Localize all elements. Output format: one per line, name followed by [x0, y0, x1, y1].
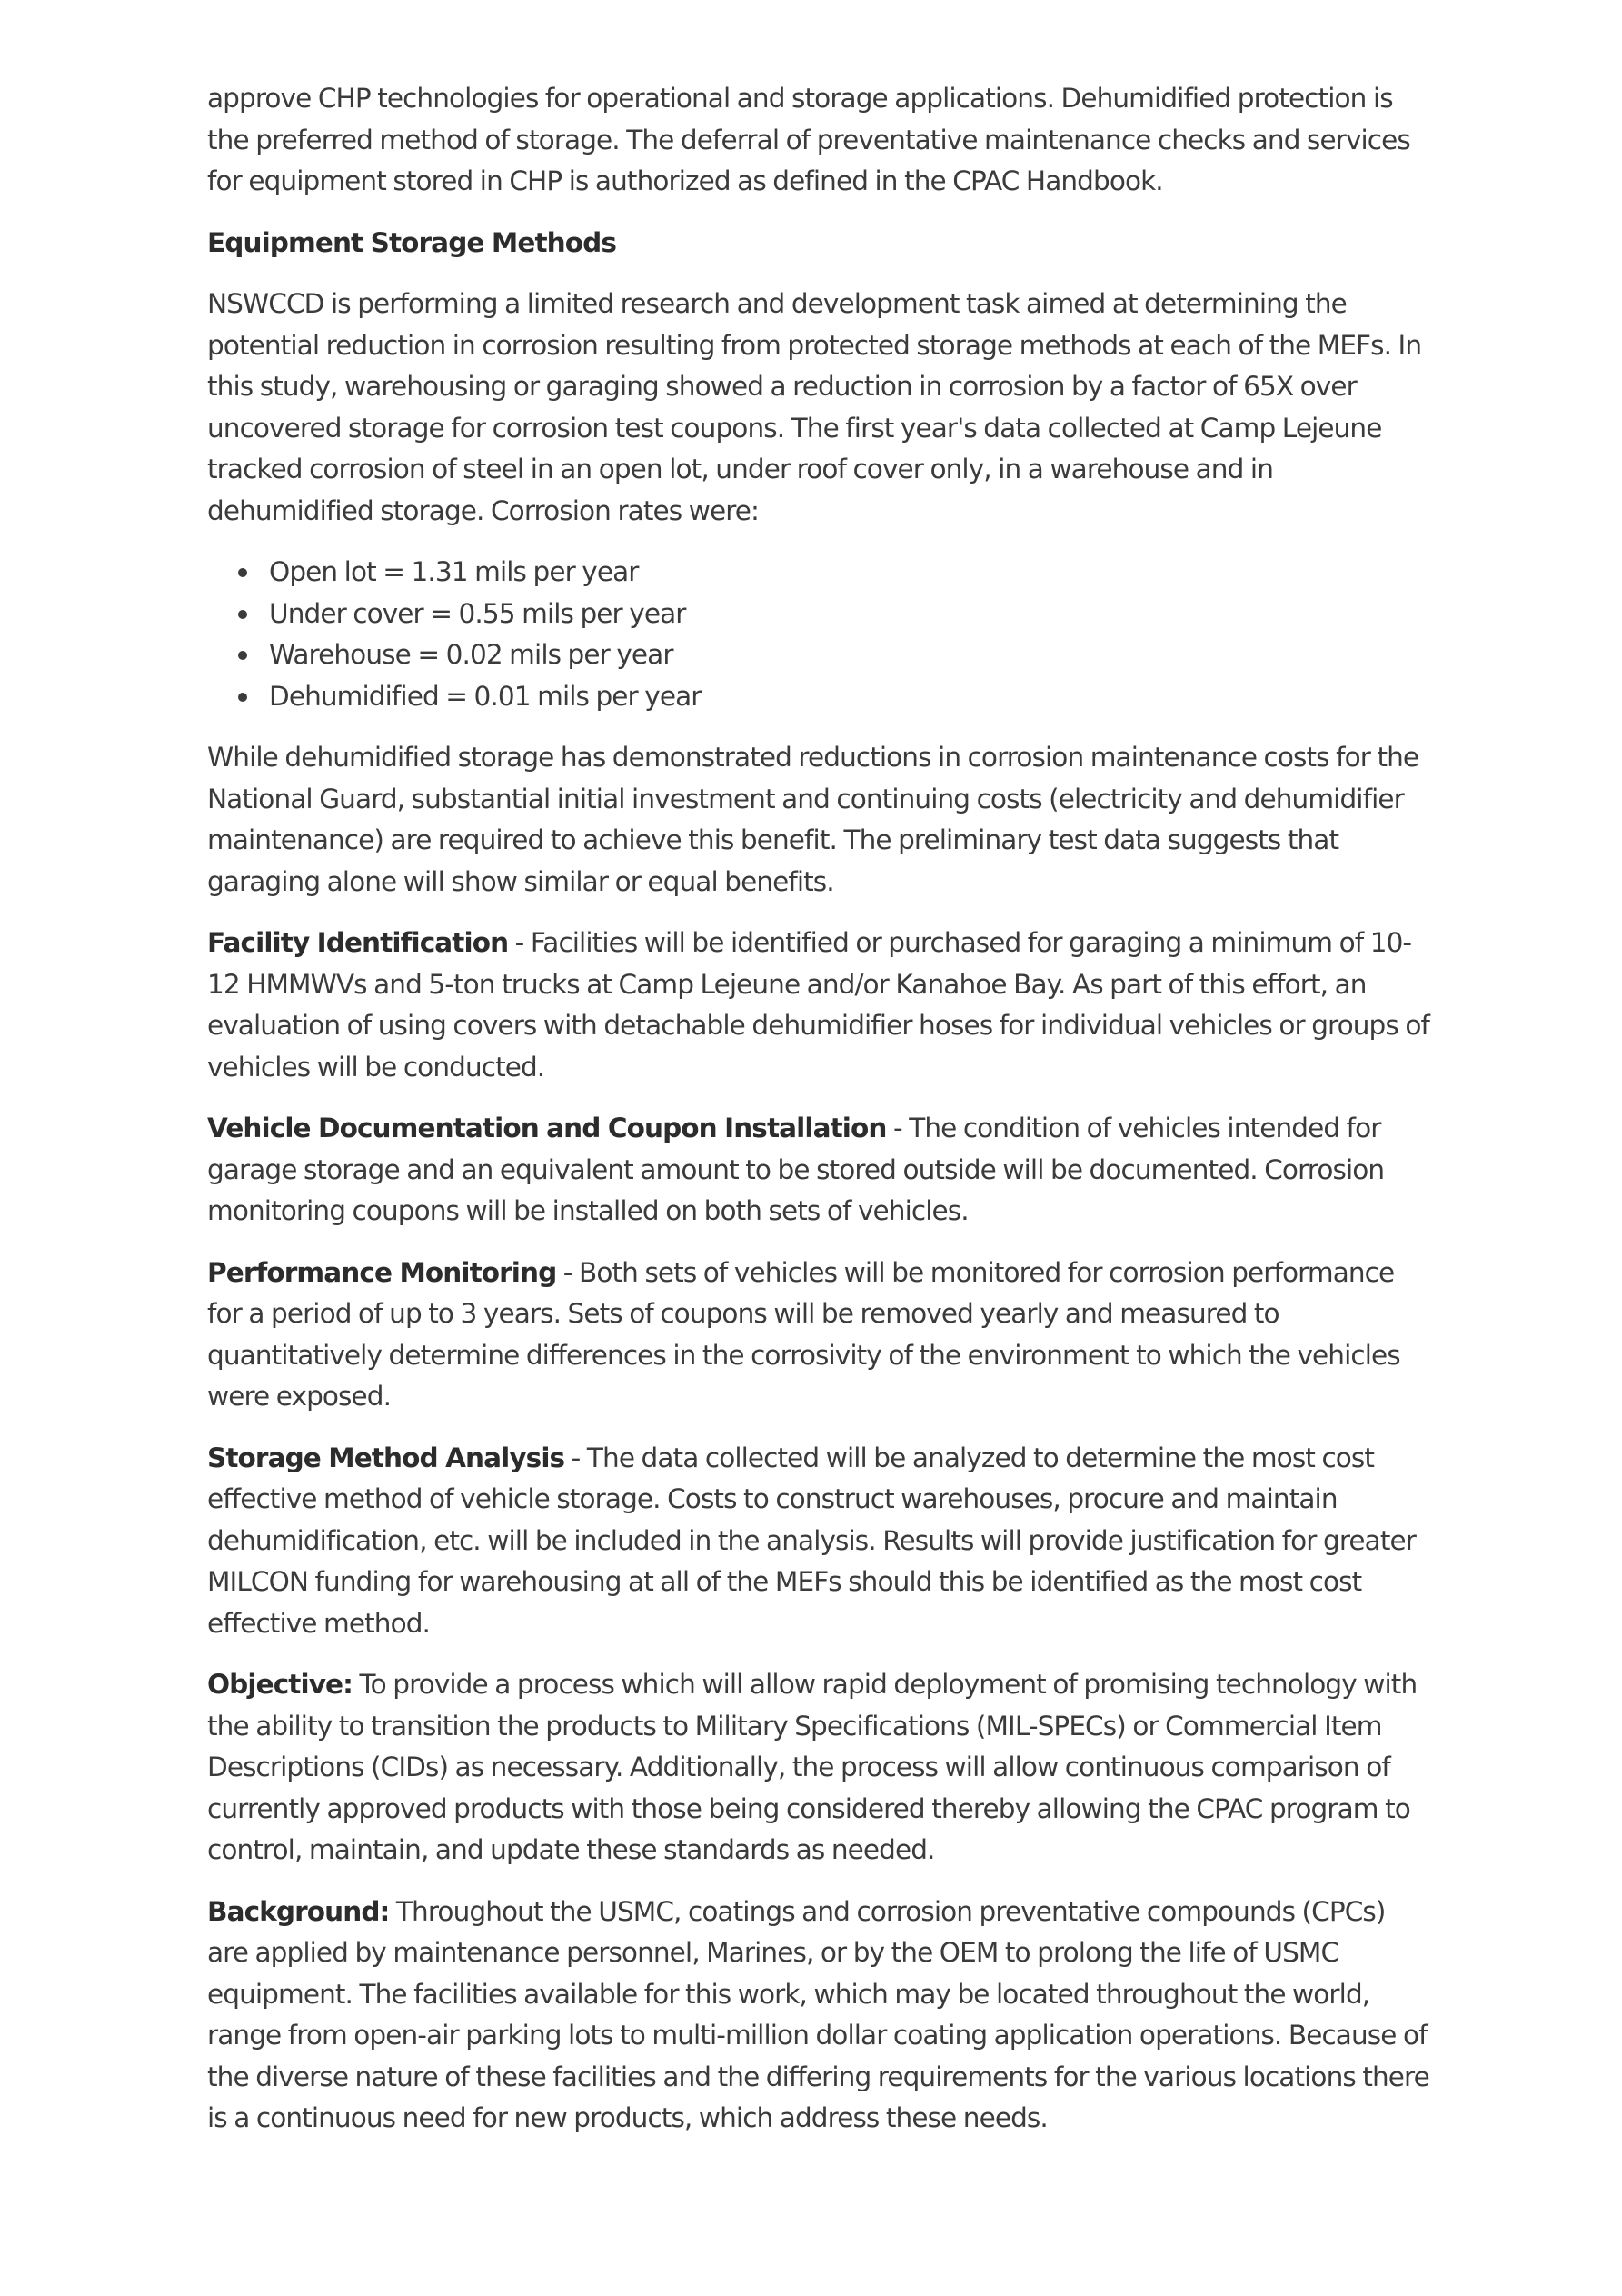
list-item: Under cover = 0.55 mils per year: [269, 594, 1429, 635]
list-item: Warehouse = 0.02 mils per year: [269, 634, 1429, 676]
task-label: Performance Monitoring: [207, 1256, 557, 1288]
list-item: Dehumidified = 0.01 mils per year: [269, 676, 1429, 718]
objective-label: Objective:: [207, 1669, 353, 1700]
objective-paragraph: [207, 1664, 1429, 1872]
list-item: Open lot = 1.31 mils per year: [269, 552, 1429, 594]
dehumidified-storage-paragraph: While dehumidified storage has demonstrated reductions in corrosion maintenance costs for the National Guard, substantial initial investment and continuing costs (electricity and dehumidifier maintenance) are required to achieve this benefit. The preliminary test data suggests that garaging alone will show similar or equal benefits.: [207, 742, 1419, 897]
task-label: Vehicle Documentation and Coupon Installation: [207, 1113, 887, 1143]
task-storage-method-analysis: [207, 1438, 1429, 1645]
task-text: - The data collected will be analyzed to determine the most cost effective method of vehicle storage. Costs to construct warehouses, procure and maintain dehumidification, etc. will be included in the analysis. Results will provide justification for greater MILCON funding for warehousing at all of the MEFs should this be identified as the most cost effective method.: [207, 1442, 1416, 1639]
objective-text: To provide a process which will allow rapid deployment of promising technology with the ability to transition the products to Military Specifications (MIL-SPECs) or Commercial Item Descriptions (CIDs) as necessary. Additionally, the process will allow continuous comparison of currently approved products with those being considered thereby allowing the CPAC program to control, maintain, and update these standards as needed.: [207, 1669, 1418, 1865]
document-body: [207, 78, 1429, 2160]
task-vehicle-documentation: [207, 1108, 1429, 1233]
task-text: - Facilities will be identified or purchased for garaging a minimum of 10-12 HMMWVs and 5-ton trucks at Camp Lejeune and/or Kanahoe Bay. As part of this effort, an evaluation of using covers with detachable dehumidifier hoses for individual vehicles or groups of vehicles will be conducted.: [207, 927, 1429, 1083]
task-label: Storage Method Analysis: [207, 1442, 565, 1473]
task-label: Facility Identification: [207, 927, 509, 958]
task-text: - The condition of vehicles intended for garage storage and an equivalent amount to be stored outside will be documented. Corrosion monitoring coupons will be installed on both sets of vehicles.: [207, 1113, 1385, 1226]
section-heading: Equipment Storage Methods: [207, 226, 616, 258]
task-performance-monitoring: [207, 1253, 1429, 1418]
corrosion-rates-list: [207, 552, 1429, 717]
background-paragraph: [207, 1892, 1429, 2140]
storage-study-paragraph: NSWCCD is performing a limited research and development task aimed at determining the potential reduction in corrosion resulting from protected storage methods at each of the MEFs. In this study, warehousing or garaging showed a reduction in corrosion by a factor of 65X over uncovered storage for corrosion test coupons. The first year's data collected at Camp Lejeune tracked corrosion of steel in an open lot, under roof cover only, in a warehouse and in dehumidified storage. Corrosion rates were:: [207, 288, 1422, 526]
intro-paragraph: approve CHP technologies for operational and storage applications. Dehumidified protection is the preferred method of storage. The deferral of preventative maintenance checks and services for equipment stored in CHP is authorized as defined in the CPAC Handbook.: [207, 83, 1410, 196]
background-label: Background:: [207, 1895, 390, 1927]
task-text: - Both sets of vehicles will be monitored for corrosion performance for a period of up to 3 years. Sets of coupons will be removed yearly and measured to quantitatively determine differences in the corrosivity of the environment to which the vehicles were exposed.: [207, 1256, 1400, 1412]
background-text: Throughout the USMC, coatings and corrosion preventative compounds (CPCs) are applied by maintenance personnel, Marines, or by the OEM to prolong the life of USMC equipment. The facilities available for this work, which may be located throughout the world, range from open-air parking lots to multi-million dollar coating application operations. Because of the diverse nature of these facilities and the differing requirements for the various locations there is a continuous need for new products, which address these needs.: [207, 1895, 1429, 2133]
task-facility-identification: [207, 923, 1429, 1088]
